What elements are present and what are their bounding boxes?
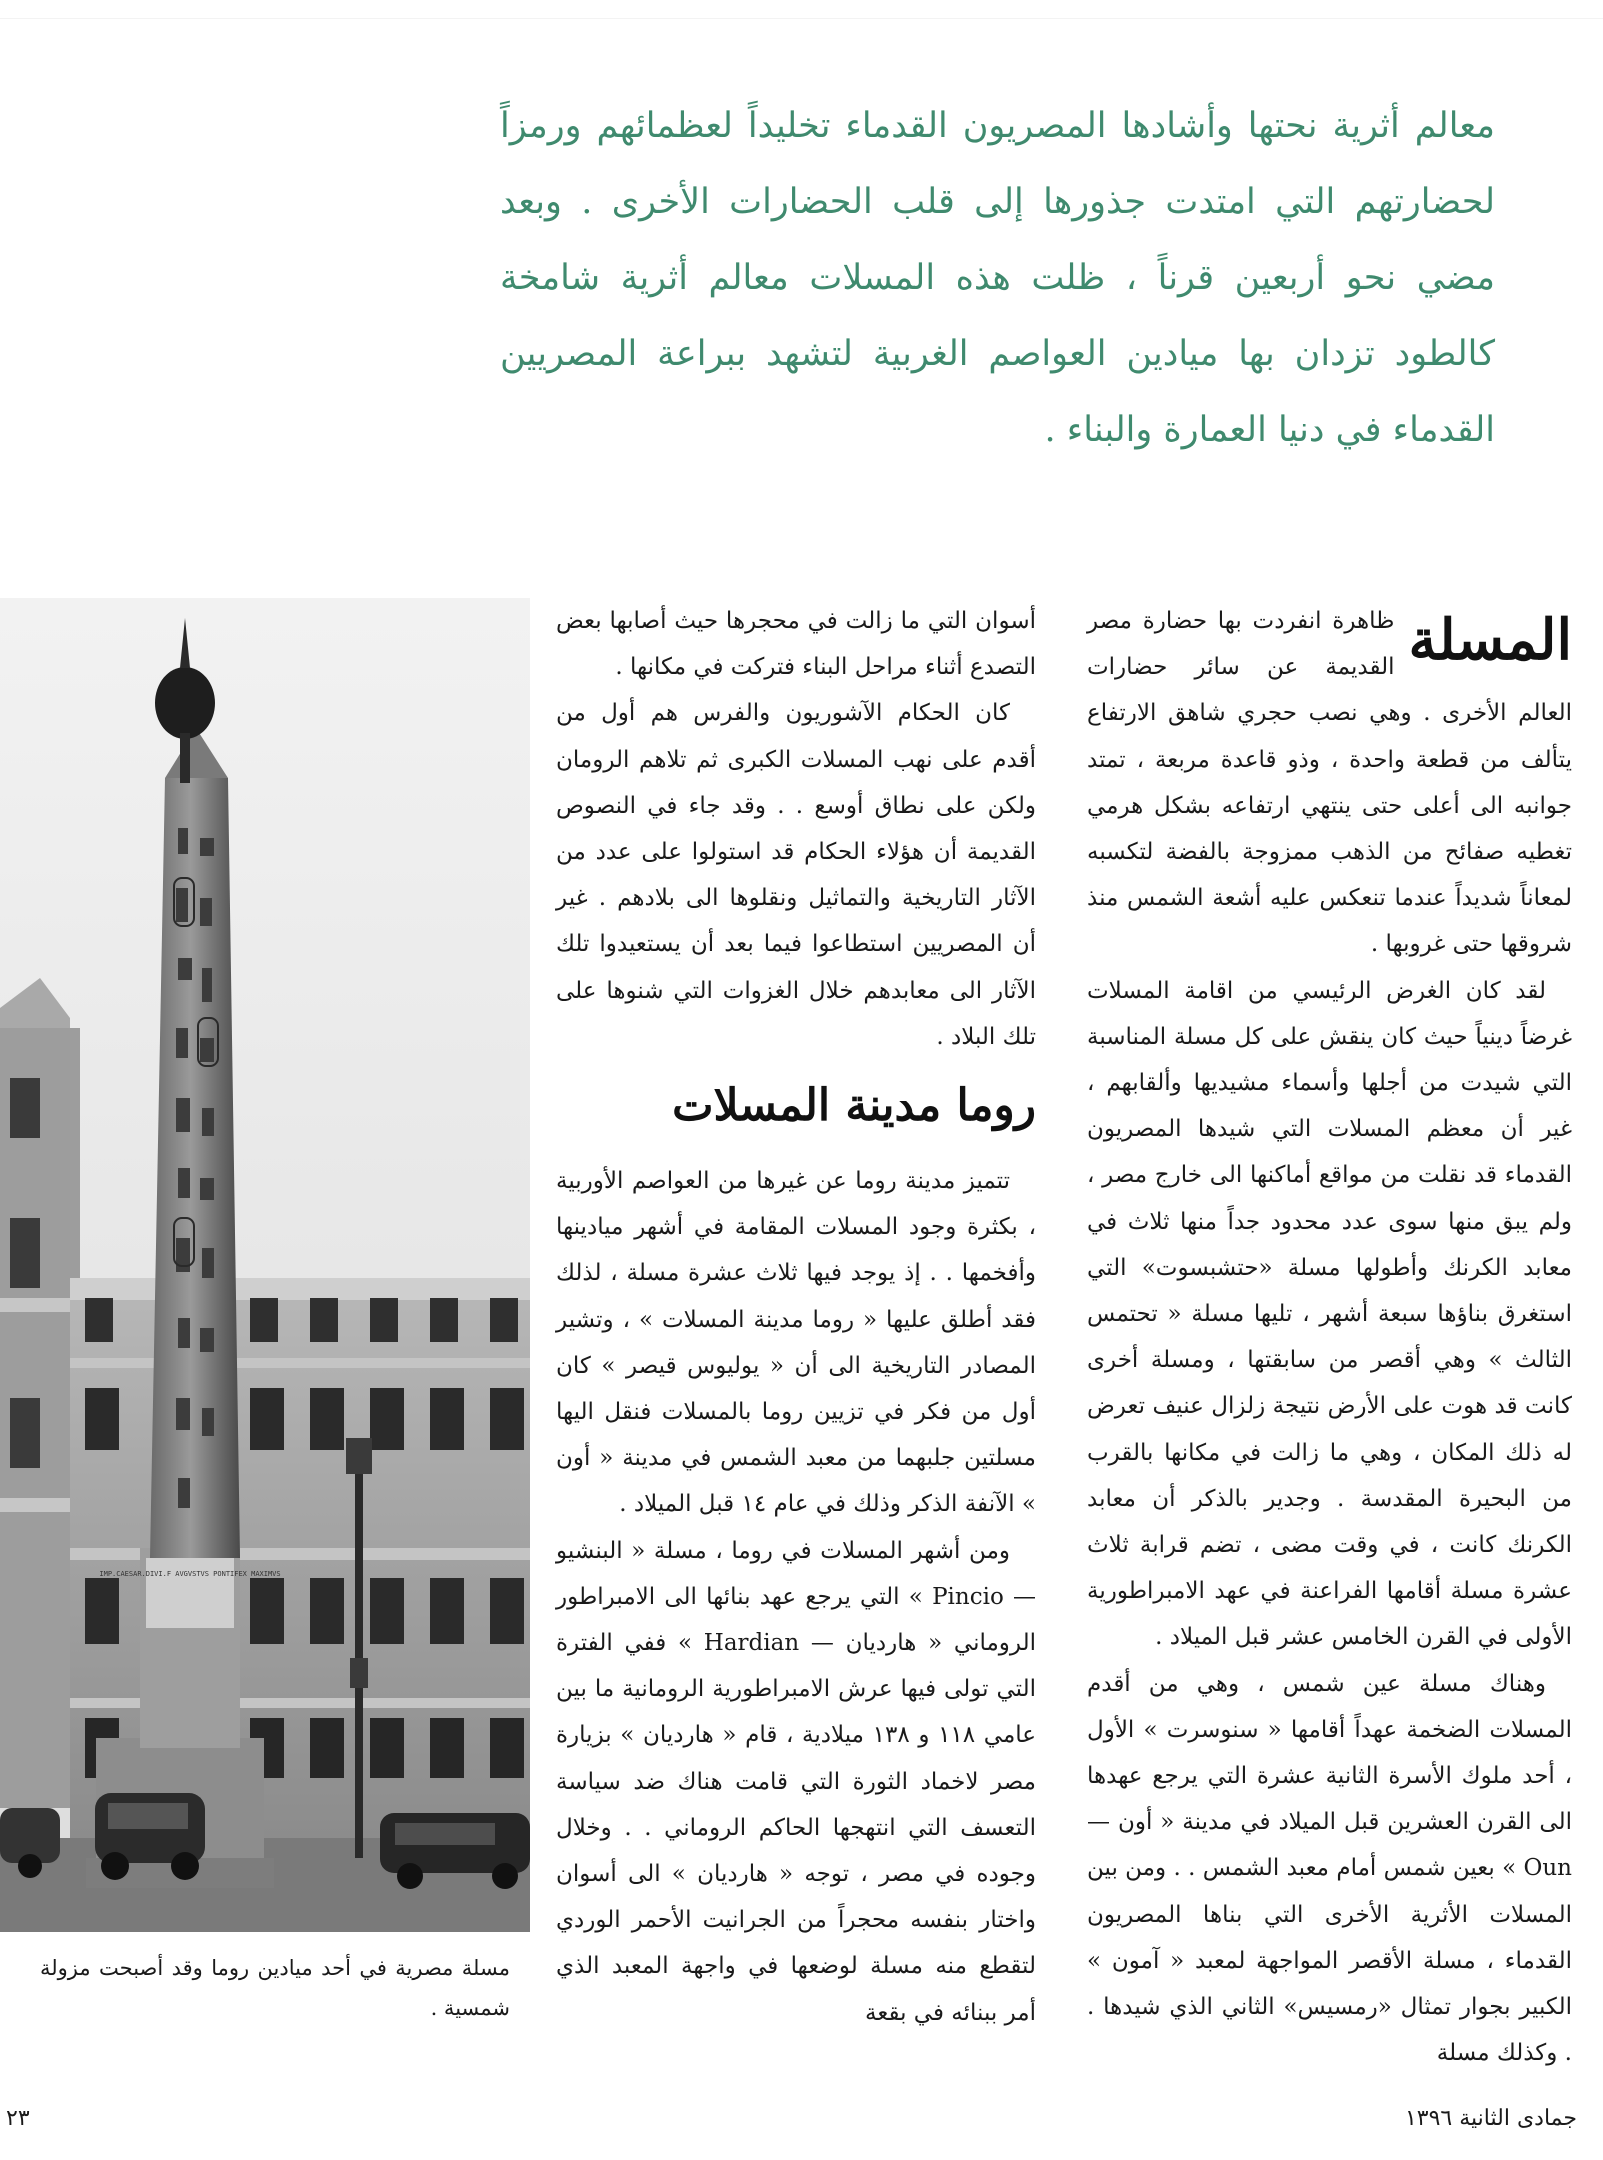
paragraph-1-text: ظاهرة انفردت بها حضارة مصر القديمة عن سائر حضارات العالم الأخرى . وهي نصب حجري شاهق الارتفاع يتألف من قطعة واحدة ، وذو قاعدة مربعة ، تمتد جوانبه الى أعلى حتى ينتهي ارتفاعه بشكل هرمي تغطيه صفائح من الذهب ممزوجة بالفضة لتكسبه لمعاناً شديداً عندما تنعكس عليه أشعة الشمس منذ شروقها حتى غروبها . <box>1087 608 1572 958</box>
dropcap-title: المسلة <box>1408 607 1572 673</box>
page-number: ٢٣ <box>6 2106 30 2131</box>
photo-caption: مسلة مصرية في أحد ميادين روما وقد أصبحت مزولة شمسية . <box>40 1956 510 2020</box>
paragraph-6: تتميز مدينة روما عن غيرها من العواصم الأوربية ، بكثرة وجود المسلات المقامة في أشهر ميادينها وأفخمها . . إذ يوجد فيها ثلاث عشرة مسلة ، لذلك فقد أطلق عليها « روما مدينة المسلات » ، وتشير المصادر التاريخية الى أن « يوليوس قيصر » كان أول من فكر في تزيين روما بالمسلات فنقل اليها مسلتين جلبهما من معبد الشمس في مدينة « أون » الآنفة الذكر وذلك في عام ١٤ قبل الميلاد . <box>556 1168 1036 1518</box>
paragraph-7: ومن أشهر المسلات في روما ، مسلة « البنشيو — Pincio » التي يرجع عهد بنائها الى الامبراطور الروماني « هارديان — Hardian » ففي الفترة التي تولى فيها عرش الامبراطورية الرومانية ما بين عامي ١١٨ و ١٣٨ ميلادية ، قام « هارديان » بزيارة مصر لاخماد الثورة التي قامت هناك ضد سياسة التعسف التي انتهجها الحاكم الروماني . . وخلال وجوده في مصر ، توجه « هارديان » الى أسوان واختار بنفسه محجراً من الجرانيت الأحمر الوردي لتقطع منه مسلة لوضعها في واجهة المعبد الذي أمر ببنائه في بقعة <box>556 1537 1037 2026</box>
paragraph-4: أسوان التي ما زالت في محجرها حيث أصابها بعض التصدع أثناء مراحل البناء فتركت في مكانها . <box>556 608 1036 681</box>
top-edge-line <box>0 18 1603 19</box>
paragraph-2: لقد كان الغرض الرئيسي من اقامة المسلات غرضاً دينياً حيث كان ينقش على كل مسلة المناسبة التي شيدت من أجلها وأسماء مشيديها وألقابهم ، غير أن معظم المسلات التي شيدها المصريون القدماء قد نقلت من مواقع أماكنها الى خارج مصر ، ولم يبق منها سوى عدد محدود جداً منها ثلاث في معابد الكرنك وأطولها مسلة «حتشبسوت» التي استغرق بناؤها سبعة أشهر ، تليها مسلة « تحتمس الثالث » وهي أقصر من سابقتها ، ومسلة أخرى كانت قد هوت على الأرض نتيجة زلزال عنيف تعرض له ذلك المكان ، وهي ما زالت في مكانها بالقرب من البحيرة المقدسة . وجدير بالذكر أن معابد الكرنك كانت ، في وقت مضى ، تضم قرابة ثلاث عشرة مسلة أقامها الفراعنة في عهد الامبراطورية الأولى في القرن الخامس عشر قبل الميلاد . <box>1087 977 1572 1651</box>
obelisk-inscription: IMP.CAESAR.DIVI.F AVGVSTVS PONTIFEX MAXIMVS <box>99 1570 281 1578</box>
obelisk-illustration <box>0 598 530 1932</box>
middle-column <box>556 598 1036 2036</box>
paragraph-1 <box>1087 598 1572 968</box>
footer-date: جمادى الثانية ١٣٩٦ <box>1404 2106 1577 2131</box>
obelisk-photo <box>0 598 530 1932</box>
left-building <box>0 978 80 1808</box>
right-column <box>1087 598 1572 2077</box>
paragraph-5: كان الحكام الآشوريون والفرس هم أول من أقدم على نهب المسلات الكبرى ثم تلاهم الرومان ولكن على نطاق أوسع . . وقد جاء في النصوص القديمة أن هؤلاء الحكام قد استولوا على عدد من الآثار التاريخية والتماثيل ونقلوها الى بلادهم . غير أن المصريين استطاعوا فيما بعد أن يستعيدوا تلك الآثار الى معابدهم خلال الغزوات التي شنوها على تلك البلاد . <box>556 700 1036 1050</box>
section-heading: روما مدينة المسلات <box>672 1080 1036 1132</box>
intro-paragraph: معالم أثرية نحتها وأشادها المصريون القدماء تخليداً لعظمائهم ورمزاً لحضارتهم التي امتدت جذورها إلى قلب الحضارات الأخرى . وبعد مضي نحو أربعين قرناً ، ظلت هذه المسلات معالم أثرية شامخة كالطود تزدان بها ميادين العواصم الغربية لتشهد ببراعة المصريين القدماء في دنيا العمارة والبناء . <box>500 106 1495 450</box>
paragraph-3: وهناك مسلة عين شمس ، وهي من أقدم المسلات الضخمة عهداً أقامها « سنوسرت » الأول ، أحد ملوك الأسرة الثانية عشرة التي يرجع عهدها الى القرن العشرين قبل الميلاد في مدينة « أون — Oun » بعين شمس أمام معبد الشمس . . ومن بين المسلات الأثرية الأخرى التي بناها المصريون القدماء ، مسلة الأقصر المواجهة لمعبد « آمون » الكبير بجوار تمثال «رمسيس» الثاني الذي شيدها . . وكذلك مسلة <box>1087 1670 1572 2067</box>
